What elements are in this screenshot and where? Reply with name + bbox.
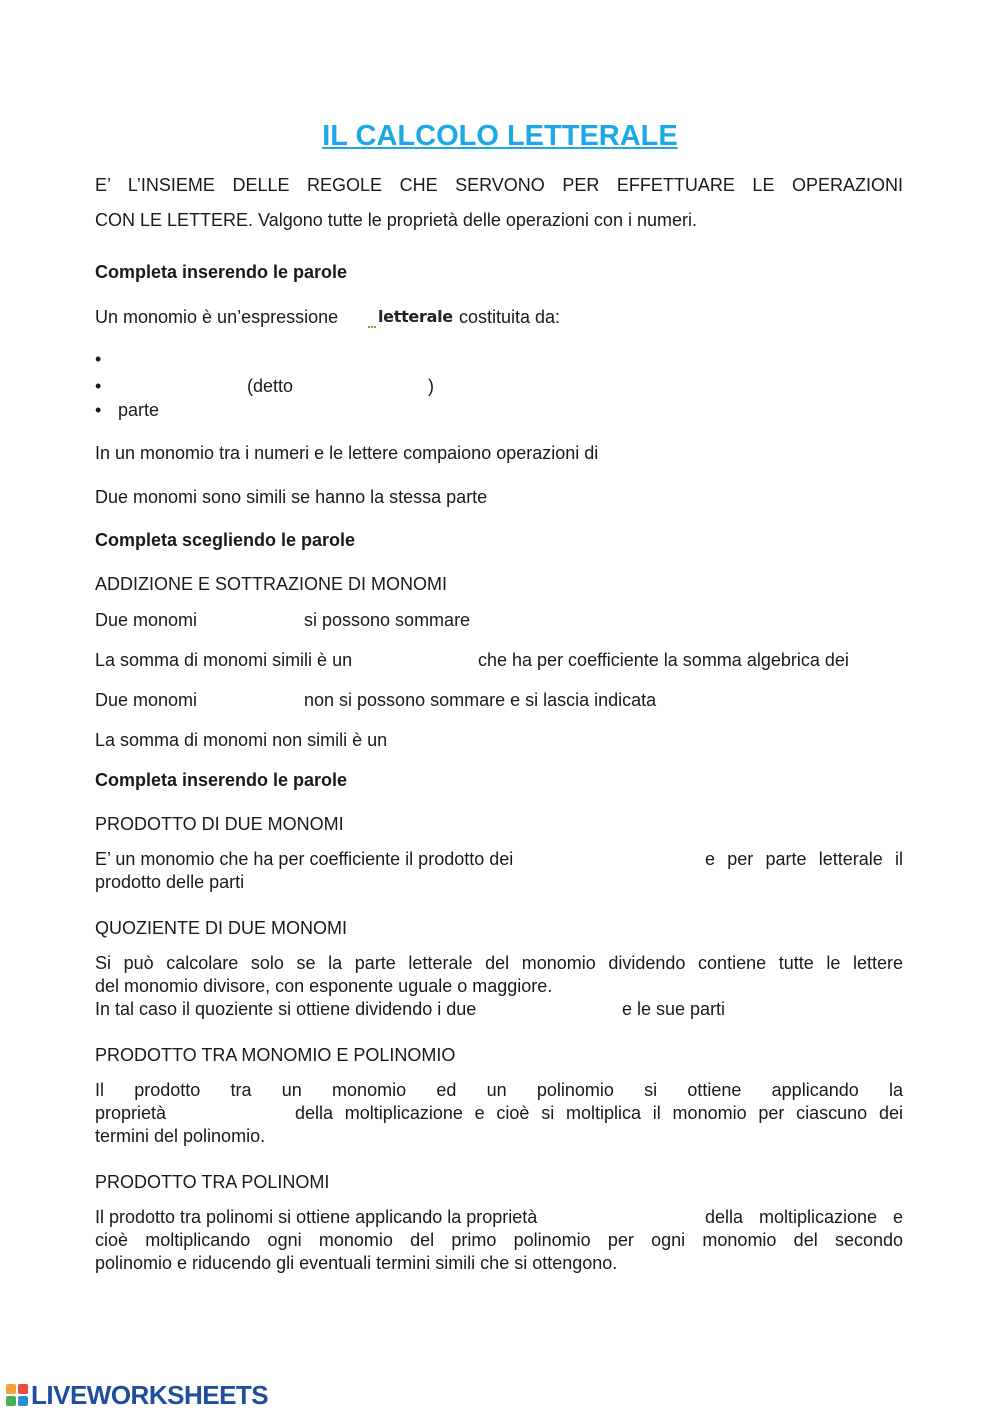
bullet-item-2-close: ) [428,376,434,396]
addizione-line-3a: Due monomi [95,690,198,710]
addizione-line-4: La somma di monomi non simili è un [95,730,388,750]
monomio-definition-prefix: Un monomio è un’espressione [95,307,339,327]
addizione-line-2b: che ha per coefficiente la somma algebrica dei [478,650,849,670]
monomio-polinomio-title: PRODOTTO TRA MONOMIO E POLINOMIO [95,1045,456,1065]
logo-square [6,1384,16,1394]
bullet-item-2: (detto [247,376,294,396]
section1-heading: Completa inserendo le parole [95,262,348,282]
quoziente-line-3a: In tal caso il quoziente si ottiene dividendo i due [95,999,477,1019]
polinomi-line-1a: Il prodotto tra polinomi si ottiene applicando la proprietà [95,1207,538,1227]
logo-square [18,1384,28,1394]
prodotto-line-1a: E’ un monomio che ha per coefficiente il prodotto dei [95,849,514,869]
logo-square [18,1396,28,1406]
quoziente-line-3b: e le sue parti [622,999,726,1019]
operazioni-line: In un monomio tra i numeri e le lettere compaiono operazioni di [95,443,599,463]
bullet-icon: • [95,349,102,369]
polinomi-title: PRODOTTO TRA POLINOMI [95,1172,330,1192]
prodotto-line-1b: e per parte letterale il [705,849,903,869]
simili-line: Due monomi sono simili se hanno la stessa parte [95,487,488,507]
intro-line-2: CON LE LETTERE. Valgono tutte le proprietà delle operazioni con i numeri. [95,210,697,230]
logo-text: LIVEWORKSHEETS [31,1379,269,1410]
prodotto-title: PRODOTTO DI DUE MONOMI [95,814,344,834]
bullet-icon: • [95,400,102,420]
page-title: IL CALCOLO LETTERALE [322,120,678,152]
bullet-item-3: parte [118,400,160,420]
monomio-polinomio-line-1: Il prodotto tra un monomio ed un polinomio si ottiene applicando la [95,1080,903,1100]
bullet-icon: • [95,376,102,396]
polinomi-line-1b: della moltiplicazione e [705,1207,903,1227]
liveworksheets-logo-icon [6,1384,28,1406]
addizione-subheading: ADDIZIONE E SOTTRAZIONE DI MONOMI [95,574,448,594]
quoziente-line-1: Si può calcolare solo se la parte letterale del monomio dividendo contiene tutte le lettere [95,953,903,973]
spellcheck-underline [368,323,376,328]
logo-square [6,1396,16,1406]
monomio-definition-suffix: costituita da: [459,307,561,327]
addizione-line-2a: La somma di monomi simili è un [95,650,353,670]
quoziente-title: QUOZIENTE DI DUE MONOMI [95,918,347,938]
section2-heading: Completa scegliendo le parole [95,530,356,550]
addizione-line-1b: si possono sommare [304,610,471,630]
polinomi-line-3: polinomio e riducendo gli eventuali termini simili che si ottengono. [95,1253,618,1273]
prodotto-line-2: prodotto delle parti [95,872,245,892]
liveworksheets-logo [6,1380,268,1410]
polinomi-line-2: cioè moltiplicando ogni monomio del primo polinomio per ogni monomio del secondo [95,1230,903,1250]
intro-line-1: E’ L’INSIEME DELLE REGOLE CHE SERVONO PER EFFETTUARE LE OPERAZIONI [95,175,903,195]
monomio-polinomio-line-2a: proprietà [95,1103,167,1123]
addizione-line-1a: Due monomi [95,610,198,630]
monomio-answer-field[interactable]: letterale [378,307,453,326]
quoziente-line-2: del monomio divisore, con esponente uguale o maggiore. [95,976,553,996]
addizione-line-3b: non si possono sommare e si lascia indicata [304,690,657,710]
section3-heading: Completa inserendo le parole [95,770,348,790]
monomio-polinomio-line-2b: della moltiplicazione e cioè si moltiplica il monomio per ciascuno dei [295,1103,903,1123]
monomio-polinomio-line-3: termini del polinomio. [95,1126,266,1146]
